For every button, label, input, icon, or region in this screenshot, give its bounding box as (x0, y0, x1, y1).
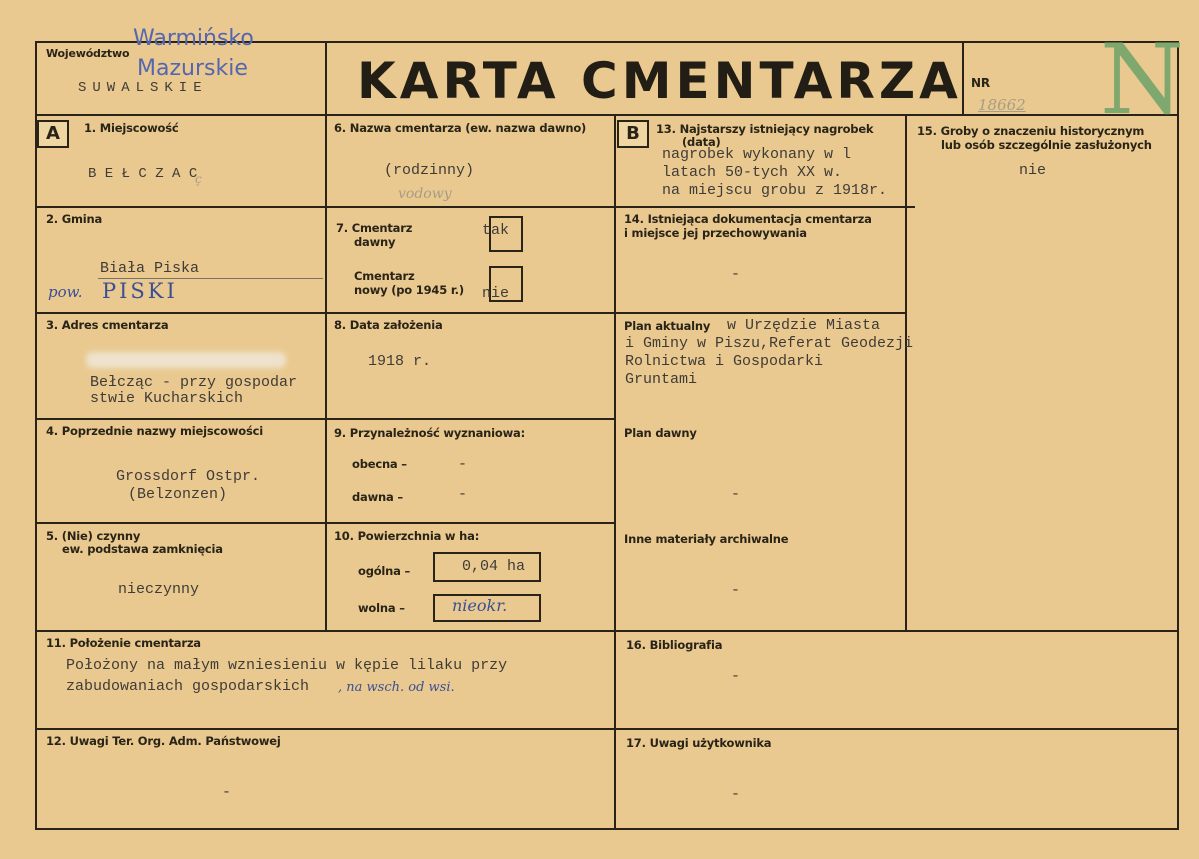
field-11-label: 11. Położenie cmentarza (46, 636, 201, 650)
field-15-value: nie (1019, 162, 1047, 179)
field-16-value: - (731, 668, 741, 685)
field-2-label: 2. Gmina (46, 212, 103, 226)
field-7-label-b1: Cmentarz (354, 269, 415, 283)
plan-aktualny-line1: w Urzędzie Miasta (727, 317, 881, 334)
plan-aktualny-line4: Gruntami (625, 371, 698, 388)
field-8-value: 1918 r. (368, 353, 432, 370)
grid-line (35, 418, 615, 420)
field-10-wolna-label: wolna – (358, 601, 405, 615)
field-10-wolna-value: nieokr. (452, 596, 508, 615)
field-13-value-line3: na miejscu grobu z 1918r. (662, 182, 888, 199)
grid-line (905, 115, 907, 631)
grid-line (35, 522, 615, 524)
field-11-value-line1: Położony na małym wzniesieniu w kępie lilaku przy (66, 657, 508, 674)
field-11-value-line2: zabudowaniach gospodarskich (66, 678, 310, 695)
plan-aktualny-label: Plan aktualny (624, 319, 711, 333)
field-11-hand-note: , na wsch. od wsi. (338, 680, 455, 695)
field-9-dawna-value: - (458, 486, 468, 503)
wojewodztwo-label: Województwo (46, 47, 130, 60)
section-a-marker: A (37, 120, 69, 148)
field-9-obecna-label: obecna – (352, 457, 407, 471)
field-9-label: 9. Przynależność wyznaniowa: (334, 426, 525, 440)
section-b-marker: B (617, 120, 649, 148)
field-10-label: 10. Powierzchnia w ha: (334, 529, 480, 543)
field-2-value: Biała Piska (100, 260, 200, 277)
grid-line (35, 312, 905, 314)
plan-dawny-value: - (731, 486, 741, 503)
field-4-label: 4. Poprzednie nazwy miejscowości (46, 424, 263, 438)
field-13-label-line1: 13. Najstarszy istniejący nagrobek (656, 122, 874, 136)
grid-line (614, 115, 616, 830)
plan-aktualny-line2: i Gminy w Piszu,Referat Geodezji (625, 335, 914, 352)
field-3-value-line2: stwie Kucharskich (90, 390, 244, 407)
field-13-label-line2: (data) (682, 135, 721, 149)
field-5-value: nieczynny (118, 581, 200, 598)
grid-line (35, 630, 1179, 632)
field-5-label-line1: 5. (Nie) czynny (46, 529, 141, 543)
field-3-label: 3. Adres cmentarza (46, 318, 169, 332)
field-6-label: 6. Nazwa cmentarza (ew. nazwa dawno) (334, 121, 587, 135)
field-8-label: 8. Data założenia (334, 318, 443, 332)
field-17-value: - (731, 786, 741, 803)
field-7-label-a1: 7. Cmentarz (336, 221, 413, 235)
field-5-label-line2: ew. podstawa zamknięcia (62, 542, 223, 556)
field-2-hand-value: PISKI (102, 279, 178, 303)
nr-label: NR (971, 76, 990, 90)
field-16-label: 16. Bibliografia (626, 638, 723, 652)
green-n-mark: N (1100, 24, 1184, 136)
field-7-value-b: nie (482, 285, 510, 302)
field-4-value-line1: Grossdorf Ostpr. (116, 468, 261, 485)
field-9-dawna-label: dawna – (352, 490, 403, 504)
field-2-hand-prefix: pow. (48, 283, 83, 301)
grid-line (35, 114, 1179, 116)
field-12-value: - (222, 784, 232, 801)
grid-line (35, 728, 1179, 730)
field-4-value-line2: (Belzonzen) (128, 486, 228, 503)
field-1-pencil-mark: ç (195, 172, 202, 186)
field-7-value-a: tak (482, 222, 510, 239)
field-10-ogolna-value: 0,04 ha (462, 558, 526, 575)
voivodeship-stamp-line2: Mazurskie (137, 56, 248, 81)
plan-dawny-label: Plan dawny (624, 426, 697, 440)
field-13-value-line2: latach 50-tych XX w. (662, 164, 843, 181)
inne-materialy-value: - (731, 582, 741, 599)
field-13-value-line1: nagrobek wykonany w l (662, 146, 852, 163)
field-6-pencil-note: vodowy (398, 186, 452, 202)
field-7-label-b2: nowy (po 1945 r.) (354, 283, 464, 297)
field-15-label-line1: 15. Groby o znaczeniu historycznym (917, 124, 1145, 138)
field-14-label-line2: i miejsce jej przechowywania (624, 226, 807, 240)
field-14-label-line1: 14. Istniejąca dokumentacja cmentarza (624, 212, 872, 226)
field-12-label: 12. Uwagi Ter. Org. Adm. Państwowej (46, 734, 281, 748)
wojewodztwo-value: SUWALSKIE (78, 80, 208, 96)
grid-line (35, 206, 915, 208)
nr-value: 18662 (978, 96, 1026, 114)
inne-materialy-label: Inne materiały archiwalne (624, 532, 789, 546)
grid-line (962, 41, 964, 115)
field-9-obecna-value: - (458, 456, 468, 473)
field-14-value: - (731, 266, 741, 283)
field-10-ogolna-label: ogólna – (358, 564, 411, 578)
grid-line (325, 41, 327, 631)
voivodeship-stamp-line1: Warmińsko (133, 26, 254, 51)
field-3-value-line1: Bełcząc - przy gospodar (90, 374, 298, 391)
field-15-label-line2: lub osób szczególnie zasłużonych (941, 138, 1152, 152)
redacted-area (86, 352, 286, 368)
page-title: KARTA CMENTARZA (357, 52, 962, 110)
field-1-value: B E Ł C Z A C (88, 166, 198, 182)
plan-aktualny-line3: Rolnictwa i Gospodarki (625, 353, 824, 370)
field-1-label: 1. Miejscowość (84, 121, 179, 135)
field-7-label-a2: dawny (354, 235, 396, 249)
field-17-label: 17. Uwagi użytkownika (626, 736, 772, 750)
field-6-value: (rodzinny) (384, 162, 475, 179)
